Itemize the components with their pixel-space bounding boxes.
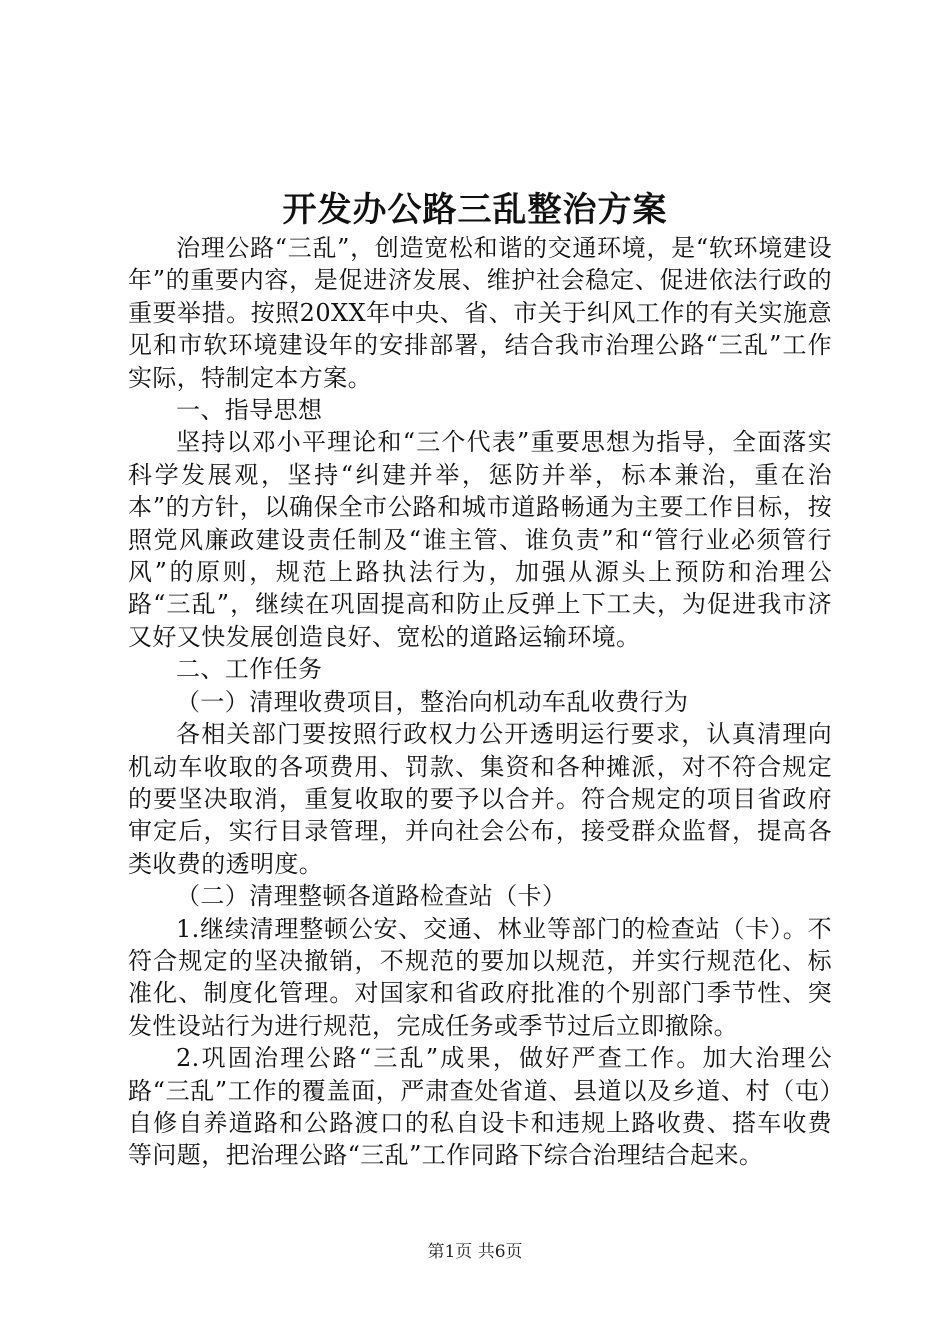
section-heading-work-tasks: 二、工作任务 xyxy=(176,655,323,684)
document-body xyxy=(128,232,832,1172)
checkpoint-item-2: 2.巩固治理公路“三乱”成果，做好严查工作。加大治理公路“三乱”工作的覆盖面，严肃查处省道、县道以及乡道、村（屯）自修自养道路和公路渡口的私自设卡和违规上路收费、搭车收费等问题，把治理公路“三乱”工作同路下综合治理结合起来。 xyxy=(128,1044,832,1170)
section-heading-guiding-ideology: 一、指导思想 xyxy=(176,396,323,425)
checkpoint-item-1: 1.继续清理整顿公安、交通、林业等部门的检查站（卡）。不符合规定的坚决撤销，不规范的要加以规范，并实行规范化、标准化、制度化管理。对国家和省政府批准的个别部门季节性、突发性设站行为进行规范，完成任务或季节过后立即撤除。 xyxy=(128,914,832,1040)
guiding-ideology-paragraph: 坚持以邓小平理论和“三个代表”重要思想为指导，全面落实科学发展观，坚持“纠建并举，惩防并举，标本兼治，重在治本”的方针，以确保全市公路和城市道路畅通为主要工作目标，按照党风廉政建设责任制及“谁主管、谁负责”和“管行业必须管行风”的原则，规范上路执法行为，加强从源头上预防和治理公路“三乱”，继续在巩固提高和防止反弹上下工夫，为促进我市济又好又快发展创造良好、宽松的道路运输环境。 xyxy=(128,428,832,651)
page-number-footer: 第1页 共6页 xyxy=(427,1242,523,1262)
subheading-fee-cleanup: （一）清理收费项目，整治向机动车乱收费行为 xyxy=(176,687,689,716)
document-title: 开发办公路三乱整治方案 xyxy=(282,190,668,230)
subheading-checkpoint-cleanup: （二）清理整顿各道路检查站（卡） xyxy=(176,882,567,911)
intro-paragraph: 治理公路“三乱”，创造宽松和谐的交通环境，是“软环境建设年”的重要内容，是促进济发展、维护社会稳定、促进依法行政的重要举措。按照20XX年中央、省、市关于纠风工作的有关实施意见和市软环境建设年的安排部署，结合我市治理公路“三乱”工作实际，特制定本方案。 xyxy=(128,234,832,392)
fee-cleanup-paragraph: 各相关部门要按照行政权力公开透明运行要求，认真清理向机动车收取的各项费用、罚款、集资和各种摊派，对不符合规定的要坚决取消，重复收取的要予以合并。符合规定的项目省政府审定后，实行目录管理，并向社会公布，接受群众监督，提高各类收费的透明度。 xyxy=(128,720,832,878)
